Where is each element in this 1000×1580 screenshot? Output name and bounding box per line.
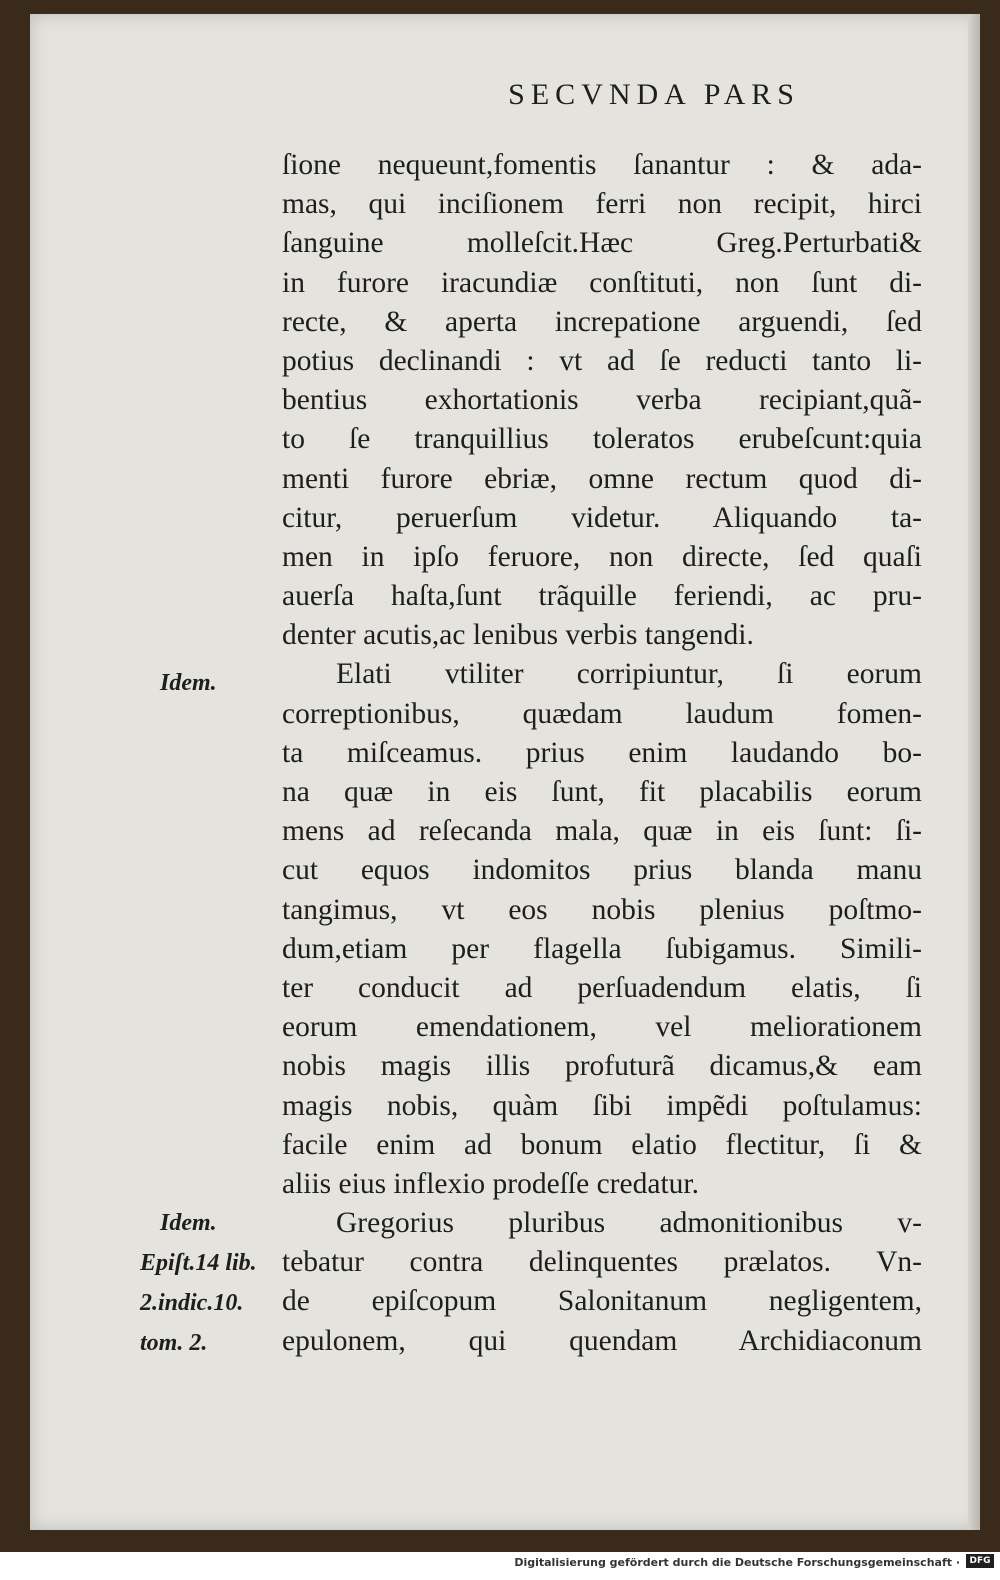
text-line: cut equos indomitos prius blanda manu [282, 854, 922, 887]
text-line: Elati vtiliter corripiuntur, ſi eorum [336, 658, 922, 691]
dfg-logo: DFG [966, 1554, 994, 1568]
text-line: ſione nequeunt,fomentis ſanantur : & ada- [282, 149, 922, 181]
text-line: mens ad reſecanda mala, quæ in eis ſunt: ſi- [282, 815, 922, 848]
text-line: citur, peruerſum videtur. Aliquando ta- [282, 501, 922, 534]
text-line: ter conducit ad perſuadendum elatis, ſi [282, 971, 922, 1004]
text-line: mas, qui inciſionem ferri non recipit, hirci [282, 188, 922, 221]
text-line: eorum emendationem, vel meliorationem [282, 1011, 922, 1044]
text-line: correptionibus, quædam laudum fomen- [282, 697, 922, 730]
margin-note: 2.indic.10. [140, 1290, 244, 1316]
page-edge [968, 14, 980, 1530]
text-line: tangimus, vt eos nobis plenius poſtmo- [282, 893, 922, 926]
footer-credit: Digitalisierung gefördert durch die Deutsche Forschungsgemeinschaft · [514, 1556, 960, 1569]
text-line: ſanguine molleſcit.Hæc Greg.Perturbati& [282, 227, 922, 260]
text-line: denter acutis,ac lenibus verbis tangendi. [282, 619, 754, 652]
text-line: bentius exhortationis verba recipiant,quã- [282, 384, 922, 417]
text-line: de epiſcopum Salonitanum negligentem, [282, 1285, 922, 1318]
text-line: to ſe tranquillius toleratos erubeſcunt:quia [282, 423, 922, 456]
text-line: na quæ in eis ſunt, fit placabilis eorum [282, 776, 922, 808]
text-line: ta miſceamus. prius enim laudando bo- [282, 736, 922, 769]
margin-note: Idem. [160, 670, 217, 696]
text-line: potius declinandi : vt ad ſe reducti tanto li- [282, 344, 922, 377]
running-head: SECVNDA PARS [508, 78, 800, 111]
text-line: magis nobis, quàm ſibi impẽdi poſtulamus: [282, 1089, 922, 1122]
text-line: menti furore ebriæ, omne rectum quod di- [282, 462, 922, 495]
text-line: nobis magis illis profuturã dicamus,& eam [282, 1050, 922, 1083]
margin-note: tom. 2. [140, 1330, 208, 1356]
text-line: tebatur contra delinquentes prælatos. Vn- [282, 1246, 922, 1279]
text-line: epulonem, qui quendam Archidiaconum [282, 1324, 922, 1357]
margin-note: Epiſt.14 lib. [140, 1250, 257, 1276]
margin-note: Idem. [160, 1210, 217, 1236]
text-line: facile enim ad bonum elatio flectitur, ſi & [282, 1128, 922, 1161]
text-line: auerſa haſta,ſunt trãquille feriendi, ac pru- [282, 580, 922, 613]
text-line: dum,etiam per flagella ſubigamus. Simili- [282, 932, 922, 965]
text-line: aliis eius inflexio prodeſſe credatur. [282, 1167, 699, 1200]
text-line: recte, & aperta increpatione arguendi, ſed [282, 305, 922, 338]
text-line: in furore iracundiæ conſtituti, non ſunt di- [282, 266, 922, 299]
text-line: Gregorius pluribus admonitionibus v- [336, 1207, 922, 1240]
text-line: men in ipſo feruore, non directe, ſed quaſi [282, 540, 922, 573]
body-text [282, 146, 922, 1361]
